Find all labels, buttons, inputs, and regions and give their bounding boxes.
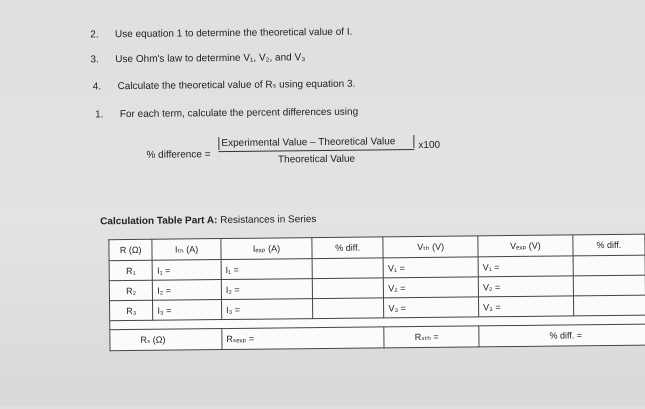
- rs-label-cell: Rₛ (Ω): [110, 329, 222, 351]
- table-cell: I₂ =: [153, 280, 222, 301]
- formula-lhs: % difference =: [146, 149, 211, 161]
- step-number: 2.: [90, 29, 99, 41]
- row-label-cell: R₂: [109, 280, 153, 300]
- table-title-rest: Resistances in Series: [217, 214, 317, 227]
- table-cell: V₂ =: [384, 277, 479, 298]
- formula-multiplier: x100: [418, 139, 441, 151]
- calculation-table: [108, 234, 645, 352]
- table-cell: V₂ =: [478, 276, 573, 297]
- step-text: Calculate the theoretical value of Rₛ using equation 3.: [117, 78, 356, 93]
- rsexp-cell: Rₛₑₓₚ =: [222, 327, 385, 350]
- table-title-bold: Calculation Table Part A:: [100, 215, 218, 228]
- table-cell: V₁ =: [478, 256, 573, 277]
- formula-denominator: Theoretical Value: [277, 153, 356, 166]
- table-cell: [573, 255, 645, 276]
- table-cell: V₃ =: [479, 296, 574, 317]
- header-cell: Vₜₕ (V): [383, 236, 478, 258]
- summary-row: [110, 324, 645, 351]
- header-cell: Iₜₕ (A): [152, 239, 221, 261]
- table-title: [100, 214, 316, 227]
- step-item: [93, 79, 356, 93]
- table-cell: [573, 275, 645, 296]
- table-cell: [313, 298, 384, 319]
- formula-numerator: Experimental Value – Theoretical Value: [218, 135, 414, 150]
- table-cell: [312, 278, 383, 299]
- table-cell: I₃ =: [153, 300, 222, 321]
- formula-fraction: [218, 135, 414, 167]
- table-cell: V₁ =: [383, 257, 478, 278]
- header-cell: % diff.: [573, 234, 645, 256]
- header-cell: % diff.: [312, 237, 383, 259]
- step-number: 4.: [92, 81, 102, 93]
- step-item: [95, 107, 358, 121]
- header-cell: R (Ω): [109, 239, 153, 260]
- table-cell: I₁ =: [221, 259, 312, 280]
- row-label-cell: R₃: [110, 300, 154, 320]
- table-cell: I₃ =: [221, 299, 312, 320]
- header-cell: Vₑₓₚ (V): [478, 235, 573, 257]
- summary-diff-cell: % diff. =: [479, 324, 645, 347]
- table-cell: [312, 258, 383, 279]
- step-number: 3.: [90, 54, 99, 66]
- step-text: Use Ohm's law to determine V₁, V₂, and V₃: [115, 52, 306, 66]
- step-text: For each term, calculate the percent differences using: [119, 106, 359, 121]
- step-text: Use equation 1 to determine the theoretical value of I.: [114, 26, 353, 41]
- table-cell: I₂ =: [221, 279, 312, 300]
- table-cell: V₃ =: [384, 297, 479, 318]
- table-cell: [573, 295, 645, 316]
- row-label-cell: R₁: [109, 260, 153, 280]
- header-cell: Iₑₓₚ (A): [221, 238, 312, 260]
- step-item: [90, 52, 305, 65]
- step-number: 1.: [95, 109, 104, 121]
- step-item: [90, 27, 352, 41]
- table-cell: I₁ =: [152, 260, 221, 281]
- rsth-cell: Rₛₜₕ =: [384, 326, 479, 348]
